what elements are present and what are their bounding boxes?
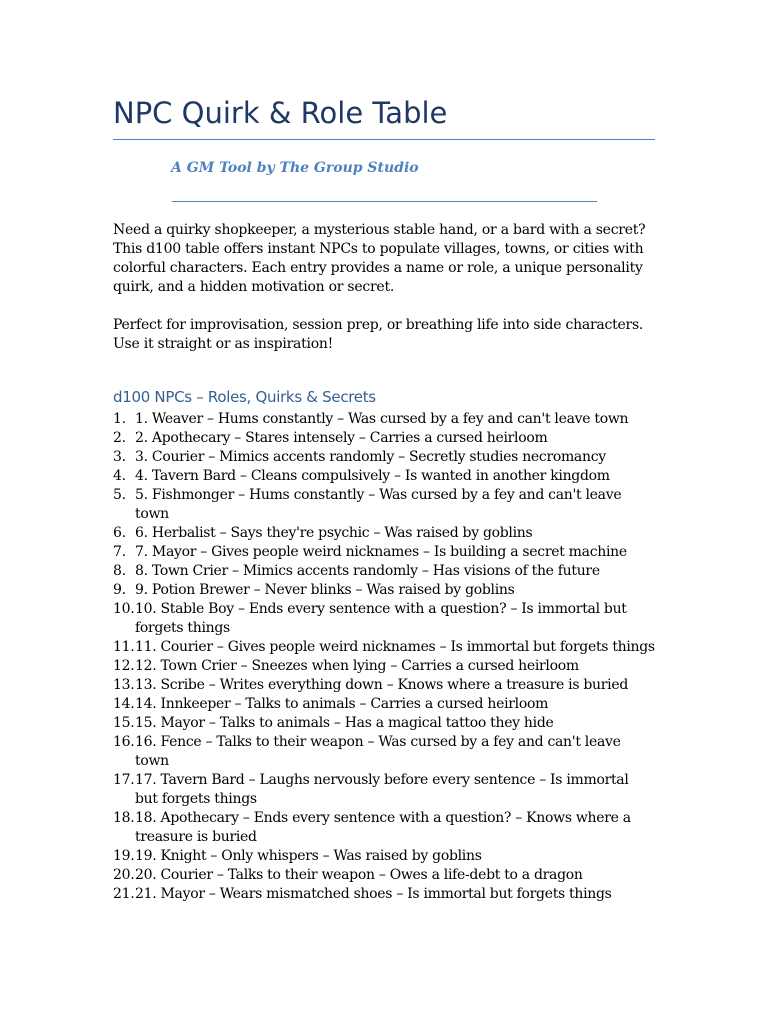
list-item-text: 21. Mayor – Wears mismatched shoes – Is immortal but forgets things — [135, 886, 612, 902]
section-heading: d100 NPCs – Roles, Quirks & Secrets — [113, 388, 376, 406]
list-item-text: 10. Stable Boy – Ends every sentence with a question? – Is immortal but forgets things — [135, 601, 627, 636]
list-item — [113, 714, 655, 733]
list-item — [113, 600, 655, 638]
list-item-number: 9. — [113, 582, 126, 598]
list-item-number: 3. — [113, 449, 126, 465]
list-item-text: 20. Courier – Talks to their weapon – Owes a life-debt to a dragon — [135, 867, 583, 883]
list-item-text: 15. Mayor – Talks to animals – Has a magical tattoo they hide — [135, 715, 554, 731]
list-item — [113, 866, 655, 885]
intro-paragraph: Perfect for improvisation, session prep, or breathing life into side characters. Use it straight or as inspiration! — [113, 317, 644, 352]
list-item — [113, 733, 655, 771]
list-item-number: 18. — [113, 810, 135, 826]
npc-list — [113, 410, 655, 904]
list-item-text: 1. Weaver – Hums constantly – Was cursed by a fey and can't leave town — [135, 411, 629, 427]
list-item-number: 13. — [113, 677, 135, 693]
list-item-text: 13. Scribe – Writes everything down – Knows where a treasure is buried — [135, 677, 628, 693]
list-item-number: 21. — [113, 886, 135, 902]
list-item-text: 17. Tavern Bard – Laughs nervously before every sentence – Is immortal but forgets things — [135, 772, 629, 807]
list-item — [113, 581, 655, 600]
list-item-number: 17. — [113, 772, 135, 788]
subtitle-divider — [172, 201, 597, 202]
list-item-text: 6. Herbalist – Says they're psychic – Was raised by goblins — [135, 525, 533, 541]
list-item — [113, 467, 655, 486]
list-item-text: 5. Fishmonger – Hums constantly – Was cursed by a fey and can't leave town — [135, 487, 622, 522]
list-item — [113, 676, 655, 695]
list-item-text: 8. Town Crier – Mimics accents randomly – Has visions of the future — [135, 563, 600, 579]
list-item — [113, 448, 655, 467]
list-item — [113, 657, 655, 676]
list-item-text: 2. Apothecary – Stares intensely – Carries a cursed heirloom — [135, 430, 548, 446]
list-item-number: 8. — [113, 563, 126, 579]
list-item — [113, 524, 655, 543]
list-item — [113, 885, 655, 904]
list-item-number: 19. — [113, 848, 135, 864]
list-item-text: 4. Tavern Bard – Cleans compulsively – Is wanted in another kingdom — [135, 468, 610, 484]
list-item — [113, 695, 655, 714]
list-item-number: 4. — [113, 468, 126, 484]
list-item — [113, 429, 655, 448]
list-item-text: 3. Courier – Mimics accents randomly – Secretly studies necromancy — [135, 449, 606, 465]
list-item-text: 11. Courier – Gives people weird nicknames – Is immortal but forgets things — [135, 639, 655, 655]
list-item-number: 16. — [113, 734, 135, 750]
list-item-number: 15. — [113, 715, 135, 731]
document-subtitle: A GM Tool by The Group Studio — [171, 160, 419, 176]
list-item-text: 16. Fence – Talks to their weapon – Was cursed by a fey and can't leave town — [135, 734, 621, 769]
document-title: NPC Quirk & Role Table — [113, 96, 448, 130]
list-item-text: 19. Knight – Only whispers – Was raised by goblins — [135, 848, 482, 864]
list-item — [113, 847, 655, 866]
list-item-number: 12. — [113, 658, 135, 674]
title-divider — [113, 139, 655, 140]
list-item — [113, 809, 655, 847]
list-item — [113, 410, 655, 429]
list-item-number: 14. — [113, 696, 135, 712]
list-item — [113, 638, 655, 657]
list-item-number: 7. — [113, 544, 126, 560]
list-item — [113, 771, 655, 809]
list-item-number: 10. — [113, 601, 135, 617]
list-item-number: 11. — [113, 639, 135, 655]
list-item — [113, 543, 655, 562]
list-item-number: 2. — [113, 430, 126, 446]
intro-paragraph: Need a quirky shopkeeper, a mysterious stable hand, or a bard with a secret? This d100 table offers instant NPCs to populate villages, towns, or cities with colorful characters. Each entry provides a name or role, a unique personality quirk, and a hidden motivation or secret. — [113, 222, 646, 295]
list-item-number: 20. — [113, 867, 135, 883]
list-item-text: 18. Apothecary – Ends every sentence with a question? – Knows where a treasure is buried — [135, 810, 631, 845]
list-item-text: 14. Innkeeper – Talks to animals – Carries a cursed heirloom — [135, 696, 549, 712]
list-item-text: 12. Town Crier – Sneezes when lying – Carries a cursed heirloom — [135, 658, 579, 674]
list-item-text: 9. Potion Brewer – Never blinks – Was raised by goblins — [135, 582, 515, 598]
list-item-number: 1. — [113, 411, 126, 427]
list-item-number: 6. — [113, 525, 126, 541]
list-item-number: 5. — [113, 487, 126, 503]
list-item — [113, 562, 655, 581]
list-item-text: 7. Mayor – Gives people weird nicknames – Is building a secret machine — [135, 544, 627, 560]
list-item — [113, 486, 655, 524]
